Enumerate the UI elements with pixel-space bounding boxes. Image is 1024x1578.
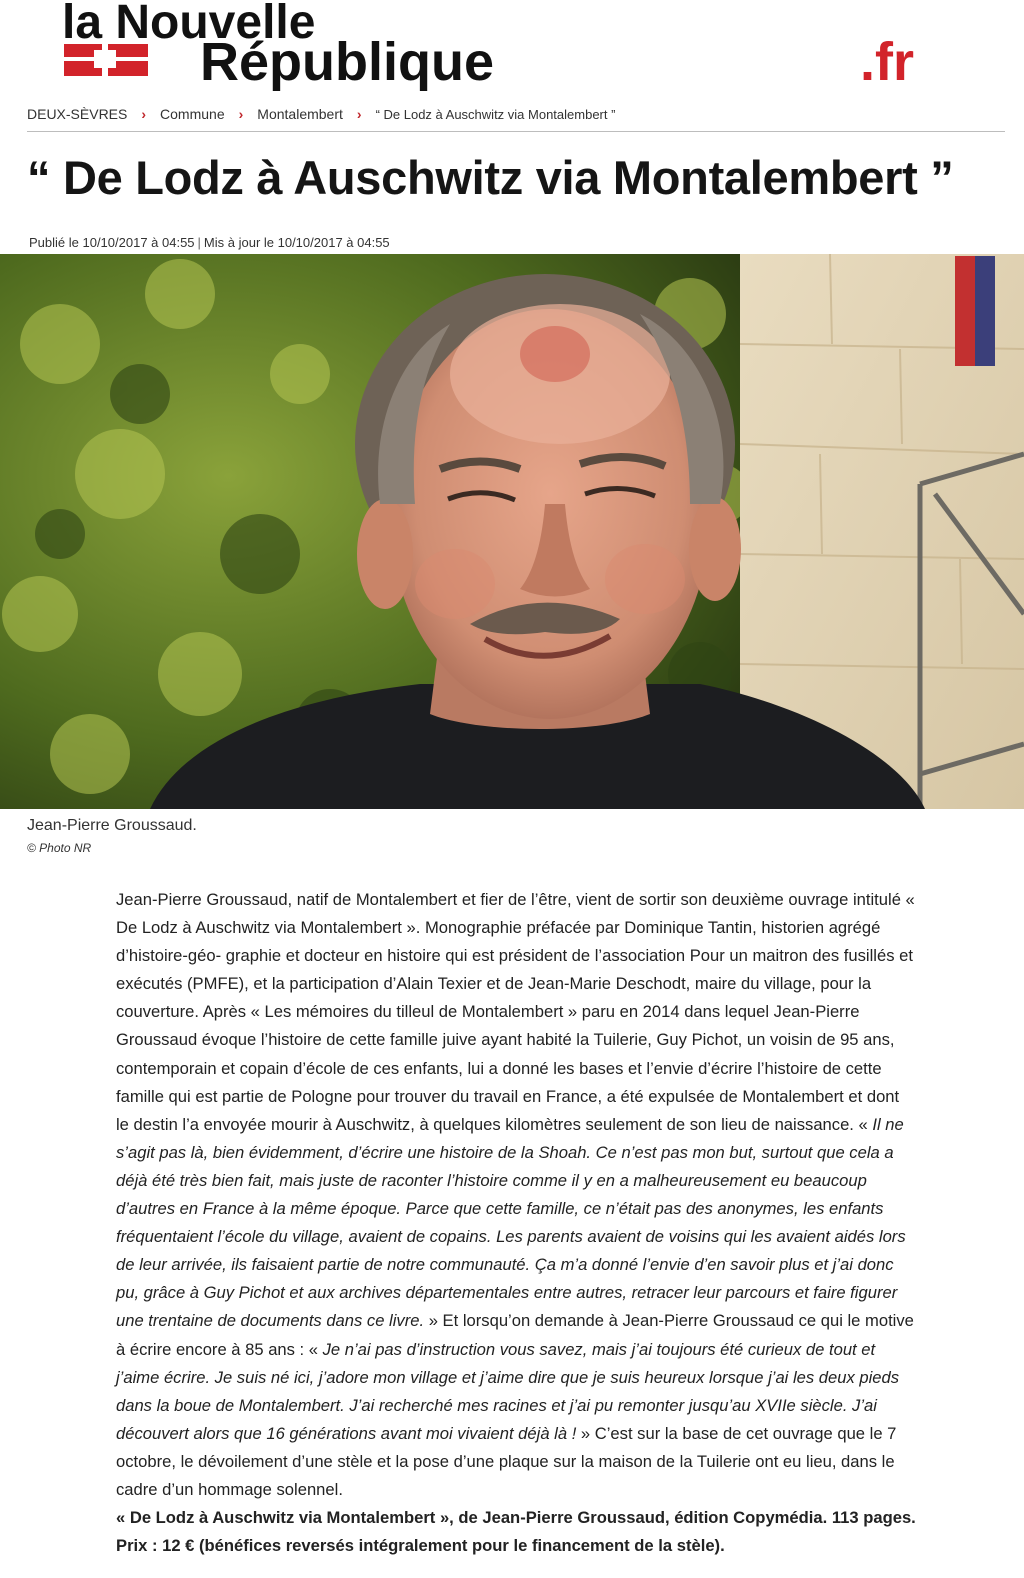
logo-graphic — [60, 0, 990, 92]
article-photo — [0, 254, 1024, 809]
breadcrumb-current: “ De Lodz à Auschwitz via Montalembert ” — [375, 107, 616, 122]
chevron-right-icon: › — [238, 106, 244, 122]
chevron-right-icon: › — [356, 106, 362, 122]
article-title: “ De Lodz à Auschwitz via Montalembert ” — [27, 151, 954, 204]
photo-credit: © Photo NR — [27, 841, 92, 855]
published-date: Publié le 10/10/2017 à 04:55 — [29, 235, 195, 250]
meta-divider: | — [197, 235, 201, 250]
breadcrumb-item-montalembert[interactable]: Montalembert — [257, 106, 343, 122]
paragraph-text: » Et lorsqu’on demande à Jean-Pierre Groussaud ce qui le motive à écrire encore à 85 ans : « — [116, 1311, 914, 1359]
paragraph-text: » C’est sur la base de cet ouvrage que le 7 octobre, le dévoilement d’une stèle et la pose d’une plaque sur la maison de la Tuilerie ont eu lieu, dans le cadre d’un hommage solennel. — [116, 1423, 897, 1499]
breadcrumb-divider — [27, 131, 1005, 132]
book-info: « De Lodz à Auschwitz via Montalembert », de Jean-Pierre Groussaud, édition Copymédia. 113 pages. Prix : 12 € (bénéfices reversés intégralement pour le financement de la stèle). — [116, 1508, 916, 1556]
site-logo[interactable] — [60, 0, 990, 92]
paragraph-text: Jean-Pierre Groussaud, natif de Montalembert et fier de l’être, vient de sortir son deuxième ouvrage intitulé « De Lodz à Auschwitz via Montalembert ». Monographie préfacée par Dominique Tantin, historien agrégé d’histoire-géo- graphie et docteur en histoire qui est président de l’association Pour un maitron des fusillés et exécutés (PMFE), et la participation d’Alain Texier et de Jean-Marie Deschodt, maire du village, pour la couverture. Après « Les mémoires du tilleul de Montalembert » paru en 2014 dans lequel Jean-Pierre Groussaud évoque l’histoire de cette famille juive ayant habité la Tuilerie, Guy Pichot, un voisin de 95 ans, contemporain et copain d’école de ces enfants, lui a donné les bases et l’envie d’écrire l’histoire de cette famille qui est partie de Pologne pour trouver du travail en France, a été expulsée de Montalembert et dont le destin l’a envoyée mourir à Auschwitz, à quelques kilomètres seulement de son lieu de naissance. « — [116, 890, 915, 1134]
photo-caption: Jean-Pierre Groussaud. — [27, 817, 197, 834]
breadcrumb — [27, 106, 1005, 122]
logo-line1: la Nouvelle — [62, 0, 316, 49]
article-meta — [29, 235, 390, 250]
quote-text: Il ne s’agit pas là, bien évidemment, d’écrire une histoire de la Shoah. Ce n’est pas mon but, surtout que cela a déjà été très bien fait, mais juste de raconter l’histoire comme il y en a malheureusement eu beaucoup d’autres en France à la même époque. Parce que cette famille, ce n’était pas des anonymes, les enfants fréquentaient l’école du village, avaient de copains. Les parents avaient de voisins qui les avaient aidés lors de leur arrivée, ils faisaient partie de notre communauté. Ça m’a donné l’envie d’en savoir plus et j’ai donc pu, grâce à Guy Pichot et aux archives départementales entre autres, retracer leur parcours et faire figurer une trentaine de documents dans ce livre. — [116, 1114, 906, 1331]
portrait-photo-illustration — [0, 254, 1024, 809]
breadcrumb-item-commune[interactable]: Commune — [160, 106, 225, 122]
updated-date: Mis à jour le 10/10/2017 à 04:55 — [203, 235, 390, 250]
logo-suffix: .fr — [860, 32, 914, 92]
breadcrumb-item-deux-sevres[interactable]: DEUX-SÈVRES — [27, 106, 128, 122]
article-paragraph — [116, 886, 916, 1504]
chevron-right-icon: › — [141, 106, 147, 122]
logo-line2: République — [200, 32, 494, 92]
quote-text: Je n’ai pas d’instruction vous savez, mais j’ai toujours été curieux de tout et j’aime écrire. Je suis né ici, j’adore mon village et j’aime dire que je suis heureux lorsque j’ai les deux pieds dans la boue de Montalembert. J’ai recherché mes racines et j’ai pu remonter jusqu’au XVIIe siècle. J’ai découvert alors que 16 générations avant moi vivaient déjà là ! — [116, 1339, 900, 1443]
article-body — [116, 886, 916, 1560]
